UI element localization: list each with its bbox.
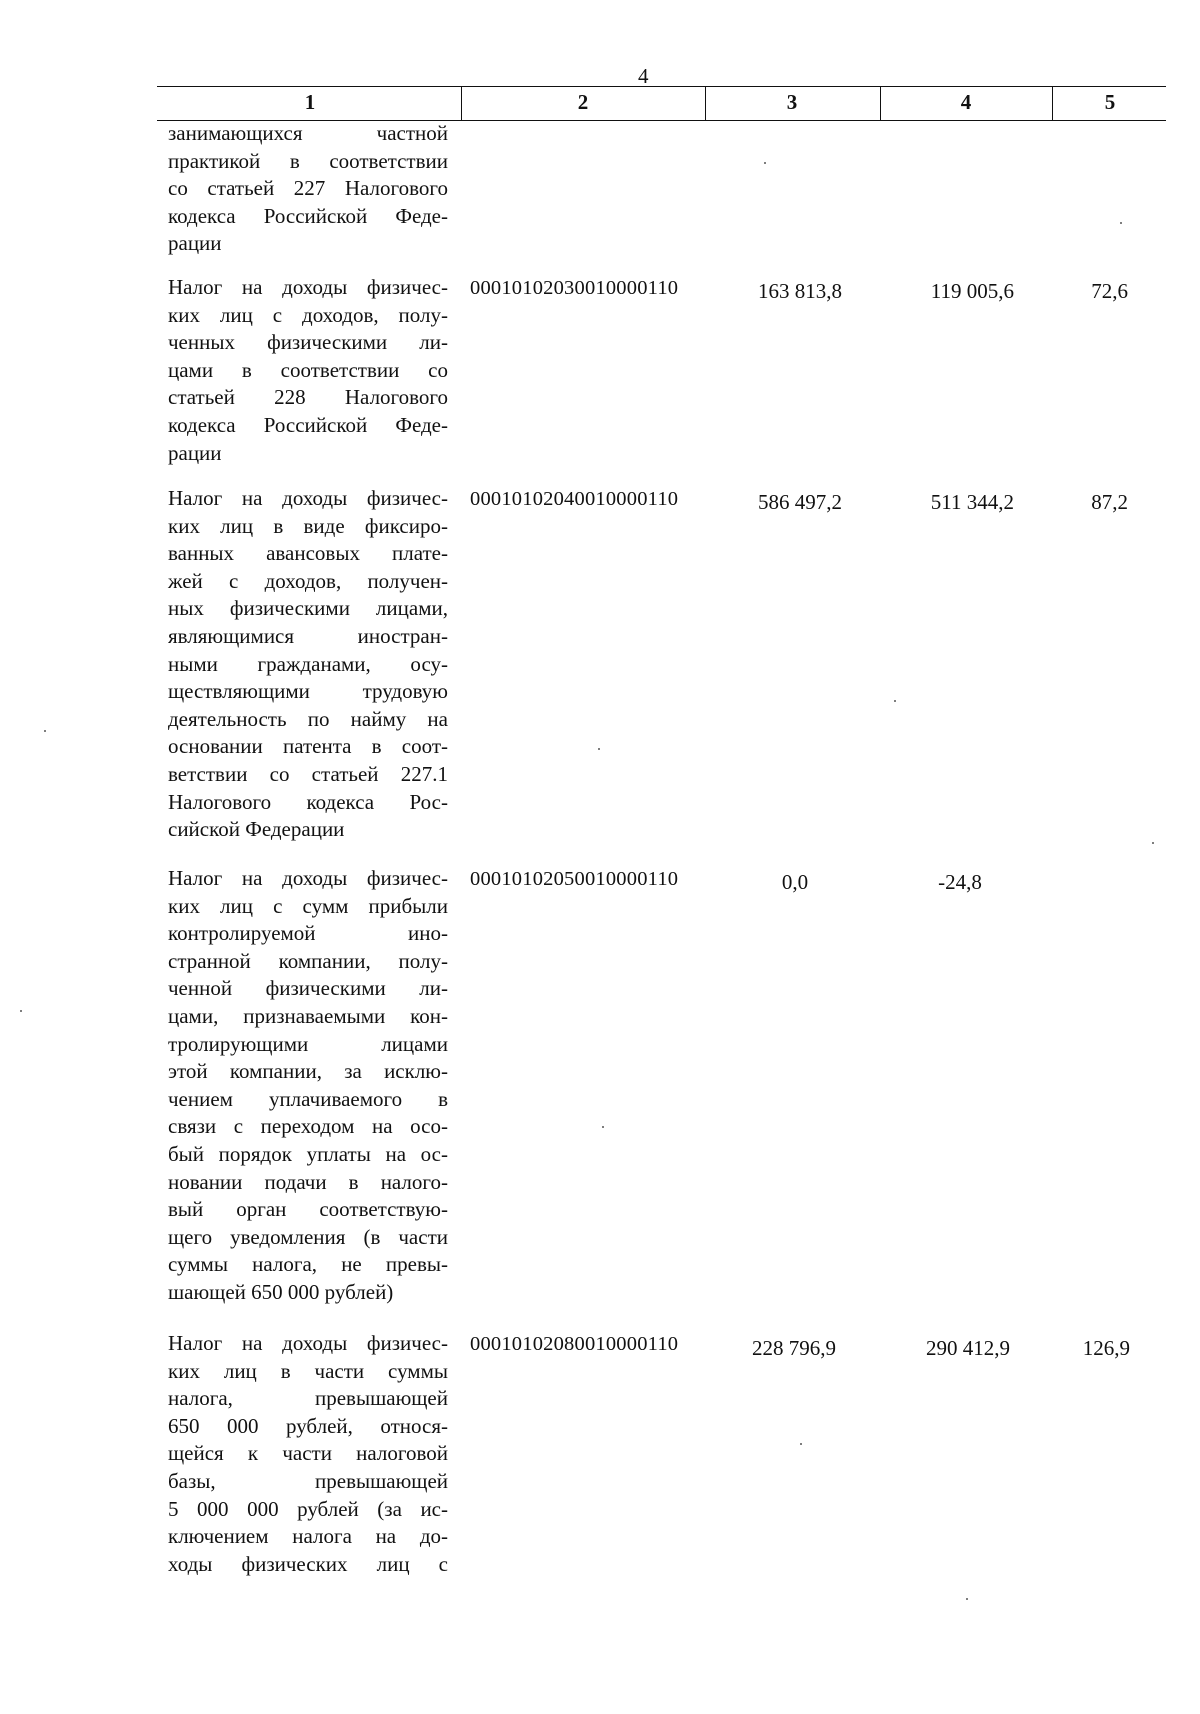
header-top-rule <box>157 86 1166 87</box>
executed-value: 290 412,9 <box>926 1336 1010 1360</box>
desc-line: щейся к части налоговой <box>168 1441 448 1466</box>
desc-line: основании патента в соот- <box>168 734 448 759</box>
desc-line: ванных авансовых плате- <box>168 541 448 566</box>
desc-line: ченной физическими ли- <box>168 976 448 1001</box>
desc-line: Налог на доходы физичес- <box>168 275 448 299</box>
plan-value: 0,0 <box>781 870 809 894</box>
desc-line: новании подачи в налого- <box>168 1169 448 1194</box>
scan-speck <box>602 1126 604 1128</box>
percent-value: 126,9 <box>1082 1336 1130 1360</box>
desc-line: налога, превышающей <box>168 1386 448 1411</box>
desc-line: практикой в соответствии <box>168 148 448 173</box>
desc-line: Налогового кодекса Рос- <box>168 789 448 814</box>
desc-line: ными гражданами, осу- <box>168 651 448 676</box>
desc-line: сийской Федерации <box>168 817 345 842</box>
column-header-2: 2 <box>577 90 589 114</box>
desc-line: этой компании, за исклю- <box>168 1059 448 1084</box>
desc-line: ходы физических лиц с <box>168 1551 448 1576</box>
desc-line: являющимися иностран- <box>168 623 448 648</box>
desc-line: ких лиц в части суммы <box>168 1358 448 1383</box>
scan-speck <box>44 730 46 732</box>
header-col-divider-3 <box>880 86 881 120</box>
desc-line: ных физическими лицами, <box>168 596 448 621</box>
desc-line: шающей 650 000 рублей) <box>168 1279 394 1304</box>
desc-line: странной компании, полу- <box>168 948 448 973</box>
scan-speck <box>20 1010 22 1012</box>
budget-code: 00010102050010000110 <box>470 868 679 890</box>
desc-line: 650 000 рублей, относя- <box>168 1413 448 1438</box>
desc-line: кодекса Российской Феде- <box>168 412 448 437</box>
desc-line: бый порядок уплаты на ос- <box>168 1141 448 1166</box>
desc-line: цами, признаваемыми кон- <box>168 1003 448 1028</box>
percent-value: 87,2 <box>1091 490 1128 514</box>
desc-line: ветствии со статьей 227.1 <box>168 761 448 786</box>
budget-code: 00010102040010000110 <box>470 488 679 510</box>
desc-line: щего уведомления (в части <box>168 1224 448 1249</box>
column-header-1: 1 <box>304 90 316 114</box>
desc-line: Налог на доходы физичес- <box>168 486 448 510</box>
row-description <box>168 1330 448 1578</box>
percent-value: 72,6 <box>1091 279 1128 303</box>
desc-line: суммы налога, не превы- <box>168 1252 448 1277</box>
row-description <box>168 274 448 467</box>
desc-line: цами в соответствии со <box>168 357 448 382</box>
column-header-3: 3 <box>786 90 798 114</box>
column-header-5: 5 <box>1104 90 1116 114</box>
scan-speck <box>1152 842 1154 844</box>
desc-line: деятельность по найму на <box>168 706 448 731</box>
plan-value: 163 813,8 <box>758 279 842 303</box>
plan-value: 586 497,2 <box>758 490 842 514</box>
scan-speck <box>800 1443 802 1445</box>
desc-line: рации <box>168 440 222 465</box>
desc-line: кодекса Российской Феде- <box>168 203 448 228</box>
executed-value: 511 344,2 <box>930 490 1014 514</box>
scan-speck <box>764 162 766 164</box>
desc-line: ких лиц с сумм прибыли <box>168 893 448 918</box>
desc-line: 5 000 000 рублей (за ис- <box>168 1496 448 1521</box>
desc-line: базы, превышающей <box>168 1468 448 1493</box>
desc-line: ких лиц в виде фиксиро- <box>168 513 448 538</box>
row-description <box>168 485 448 844</box>
scan-speck <box>1120 222 1122 224</box>
budget-code: 00010102080010000110 <box>470 1333 679 1355</box>
desc-line: статьей 228 Налогового <box>168 385 448 410</box>
desc-line: ких лиц с доходов, полу- <box>168 302 448 327</box>
desc-line: чением уплачиваемого в <box>168 1086 448 1111</box>
scan-speck <box>894 700 896 702</box>
desc-line: ществляющими трудовую <box>168 679 448 704</box>
page-number: 4 <box>638 64 649 88</box>
desc-line: вый орган соответствую- <box>168 1197 448 1222</box>
desc-line: ченных физическими ли- <box>168 330 448 355</box>
desc-line: занимающихся частной <box>168 121 448 145</box>
desc-line: Налог на доходы физичес- <box>168 1331 448 1355</box>
executed-value: 119 005,6 <box>930 279 1014 303</box>
desc-line: рации <box>168 231 222 256</box>
desc-line: жей с доходов, получен- <box>168 568 448 593</box>
column-header-4: 4 <box>960 90 972 114</box>
header-col-divider-1 <box>461 86 462 120</box>
scan-speck <box>966 1598 968 1600</box>
desc-line: связи с переходом на осо- <box>168 1114 448 1139</box>
row-description <box>168 865 448 1307</box>
executed-value: -24,8 <box>938 870 982 894</box>
desc-line: со статьей 227 Налогового <box>168 176 448 201</box>
budget-code: 00010102030010000110 <box>470 277 679 299</box>
row-description <box>168 120 448 258</box>
desc-line: тролирующими лицами <box>168 1031 448 1056</box>
header-col-divider-2 <box>705 86 706 120</box>
scan-speck <box>598 748 600 750</box>
desc-line: контролируемой ино- <box>168 921 448 946</box>
header-col-divider-4 <box>1052 86 1053 120</box>
desc-line: ключением налога на до- <box>168 1524 448 1549</box>
plan-value: 228 796,9 <box>752 1336 836 1360</box>
desc-line: Налог на доходы физичес- <box>168 866 448 890</box>
